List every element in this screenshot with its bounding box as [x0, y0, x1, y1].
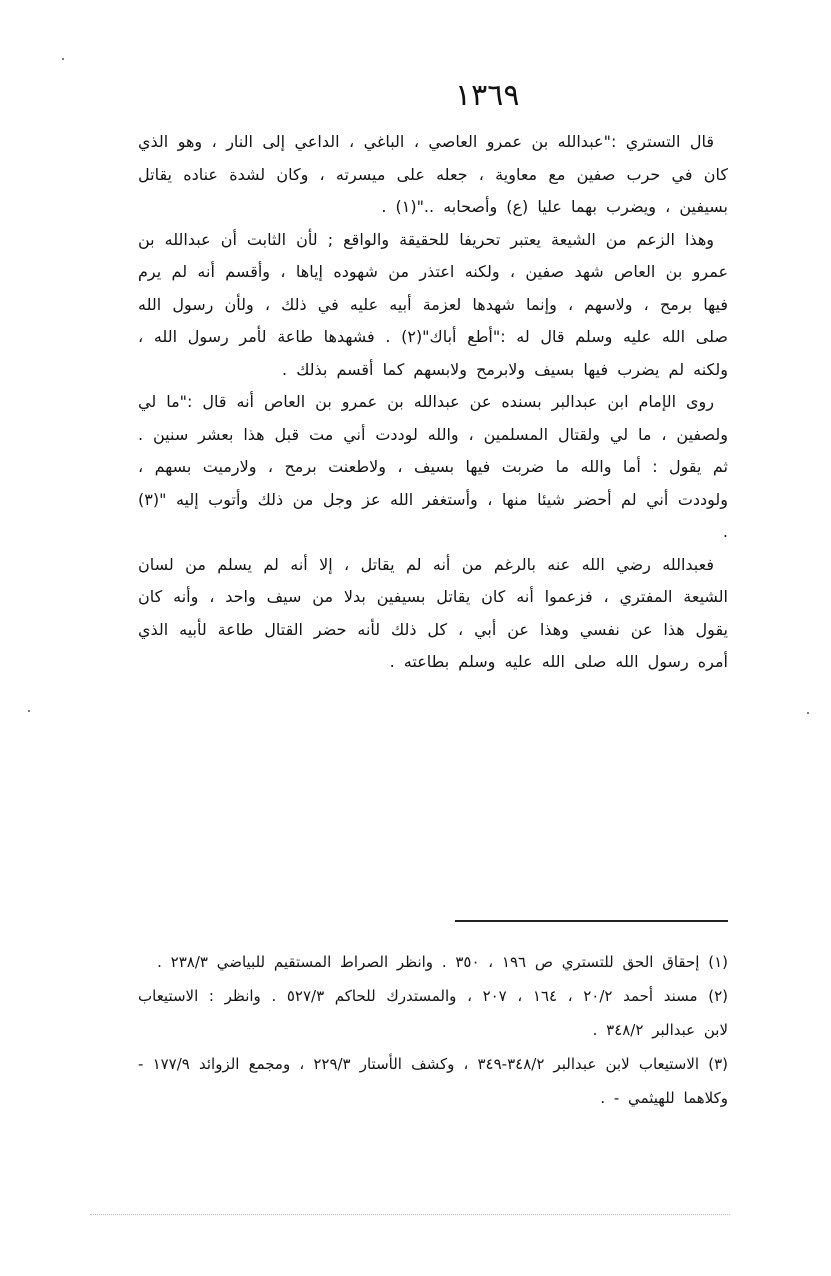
scan-edge-line	[90, 1214, 730, 1215]
paragraph-1: قال التستري :"عبدالله بن عمرو العاصي ، الباغي ، الداعي إلى النار ، وهو الذي كان في حرب صفين مع معاوية ، جعله على ميسرته ، وكان لشدة عناده يقاتل بسيفين ، ويضرب بهما عليا (ع) وأصحابه .."(١) .	[138, 132, 728, 216]
paragraph-4: فعبدالله رضي الله عنه بالرغم من أنه لم يقاتل ، إلا أنه لم يسلم من لسان الشيعة المفتري ، فزعموا أنه كان يقاتل بسيفين بدلا من سيف واحد ، وأنه كان يقول هذا عن نفسي وهذا عن أبي ، كل ذلك لأنه حضر القتال طاعة لأبيه الذي أمره رسول الله صلى الله عليه وسلم بطاعته .	[138, 554, 728, 671]
main-text	[138, 126, 728, 679]
scan-speck	[62, 58, 64, 60]
scan-speck	[28, 710, 30, 712]
paragraph-3: روى الإمام ابن عبدالبر بسنده عن عبدالله بن عمرو بن العاص أنه قال :"ما لي ولصفين ، ما لي ولقتال المسلمين ، والله لوددت أني مت قبل هذا بعشر سنين . ثم يقول : أما والله ما ضربت فيها بسيف ، ولاطعنت برمح ، ولارميت بسهم ، ولوددت أني لم أحضر شيئا منها ، وأستغفر الله عز وجل من ذلك وأتوب إليه "(٣) .	[138, 392, 728, 541]
page-number: ١٣٦٩	[455, 78, 520, 113]
paragraph-2: وهذا الزعم من الشيعة يعتبر تحريفا للحقيقة والواقع ; لأن الثابت أن عبدالله بن عمرو بن العاص شهد صفين ، ولكنه اعتذر من شهوده إياها ، وأقسم أنه لم يرم فيها برمح ، ولاسهم ، وإنما شهدها لعزمة أبيه عليه في ذلك ، ولأن رسول الله صلى الله عليه وسلم قال له :"أطع أباك"(٢) . فشهدها طاعة لأمر رسول الله ، ولكنه لم يضرب فيها بسيف ولابرمح ولابسهم كما أقسم بذلك .	[138, 229, 729, 379]
footnote-3: (٣) الاستيعاب لابن عبدالبر ٣٤٨/٢-٣٤٩ ، وكشف الأستار ٢٢٩/٣ ، ومجمع الزوائد ١٧٧/٩ - وكلاهما للهيثمي - .	[138, 1055, 728, 1107]
footnote-separator	[455, 920, 728, 922]
footnote-1: (١) إحقاق الحق للتستري ص ١٩٦ ، ٣٥٠ . وانظر الصراط المستقيم للبياضي ٢٣٨/٣ .	[157, 953, 728, 971]
footnotes	[138, 945, 728, 1115]
footnote-2: (٢) مسند أحمد ٢٠/٢ ، ١٦٤ ، ٢٠٧ ، والمستدرك للحاكم ٥٢٧/٣ . وانظر : الاستيعاب لابن عبدالبر ٣٤٨/٢ .	[138, 987, 728, 1039]
scan-speck	[807, 712, 809, 714]
